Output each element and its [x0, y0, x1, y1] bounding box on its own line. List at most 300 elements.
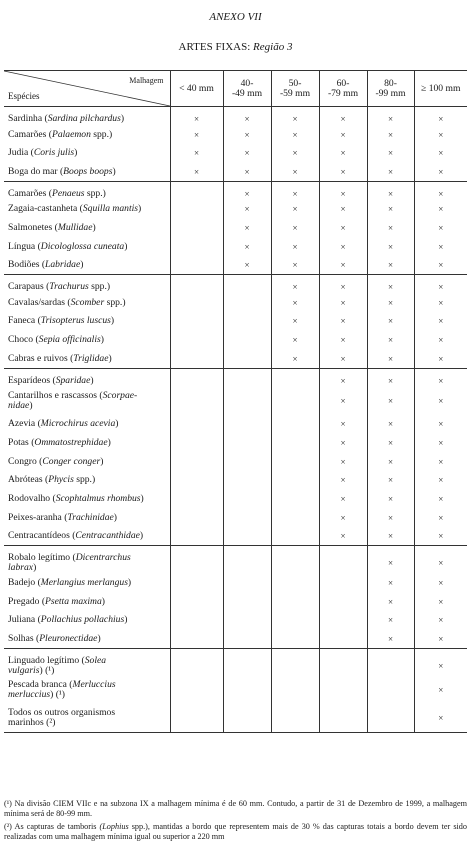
mesh-mark-cell — [271, 312, 319, 331]
cross-mark: × — [387, 577, 394, 588]
common-name: Cabras e ruivos — [8, 352, 68, 364]
mesh-mark-cell — [367, 144, 414, 163]
mesh-mark-cell — [170, 163, 223, 182]
common-name: Azevia — [8, 418, 36, 430]
mesh-mark-cell — [170, 237, 223, 256]
scientific-name: Conger conger — [42, 455, 101, 467]
mesh-mark-cell — [223, 471, 271, 490]
mesh-mark-cell — [367, 219, 414, 238]
species-name-cell: Azevia (Microchirus acevia) — [8, 418, 119, 430]
common-name: Salmonetes — [8, 221, 53, 233]
mesh-mark-cell — [223, 163, 271, 182]
mesh-mark-cell — [223, 368, 271, 387]
cross-mark: × — [387, 375, 394, 386]
species-name-cell: Zagaia-castanheta (Squilla mantis) — [8, 203, 142, 215]
mesh-mark-cell — [367, 368, 414, 387]
mesh-mark-cell — [367, 527, 414, 546]
mesh-range-header: 50- -59 mm — [271, 71, 319, 107]
cross-mark: × — [244, 129, 250, 140]
scientific-name: Trachurus — [49, 281, 89, 293]
species-suffix: spp. — [76, 474, 92, 486]
common-name: Pregado — [8, 595, 40, 607]
species-name-cell: Pescada branca (Merluccius merluccius) (¹) — [8, 679, 116, 701]
species-row — [4, 490, 467, 509]
cross-mark: × — [387, 129, 394, 140]
species-name-cell: Cavalas/sardas (Scomber spp.) — [8, 296, 126, 308]
mesh-mark-cell — [223, 107, 271, 126]
species-name-cell: Peixes-aranha (Trachinidae) — [8, 511, 117, 523]
species-row — [4, 200, 467, 219]
mesh-mark-cell — [414, 125, 467, 144]
cross-mark: × — [340, 419, 346, 430]
mesh-mark-cell — [170, 275, 223, 294]
cross-mark: × — [387, 222, 394, 233]
mesh-mark-cell — [271, 368, 319, 387]
species-name-cell: Robalo legítimo (Dicentrarchus labrax) — [4, 546, 170, 574]
species-row — [4, 181, 467, 200]
mesh-range-header: 60- -79 mm — [319, 71, 367, 107]
mesh-mark-cell — [223, 144, 271, 163]
mesh-mark-cell — [271, 490, 319, 509]
cross-mark: × — [292, 204, 298, 215]
cross-mark: × — [438, 353, 444, 364]
species-name-cell: Cabras e ruivos (Triglidae) — [8, 352, 112, 364]
scientific-name: Triglidae — [73, 352, 109, 364]
footnote-text: As capturas de tamboris — [14, 822, 97, 831]
cross-mark: × — [387, 512, 394, 523]
species-name-cell: Camarões (Palaemon spp.) — [8, 128, 113, 140]
mesh-mark-cell — [319, 107, 367, 126]
mesh-mark-cell — [223, 490, 271, 509]
cross-mark: × — [340, 335, 346, 346]
mesh-mark-cell — [223, 546, 271, 574]
mesh-mark-cell — [223, 237, 271, 256]
cross-mark: × — [340, 353, 346, 364]
cross-mark: × — [438, 375, 444, 386]
mesh-mark-cell — [319, 452, 367, 471]
mesh-mark-cell — [170, 527, 223, 546]
mesh-mark-cell — [170, 349, 223, 368]
table-header-row — [4, 71, 467, 107]
footnote-ref: (¹) — [55, 689, 65, 701]
cross-mark: × — [340, 297, 346, 308]
cross-mark: × — [292, 316, 298, 327]
mesh-mark-cell — [319, 125, 367, 144]
common-name: Faneca — [8, 315, 36, 327]
scientific-name: Labridae — [45, 259, 81, 271]
cross-mark: × — [292, 260, 298, 271]
mesh-mark-cell — [271, 676, 319, 704]
mesh-mark-cell — [170, 611, 223, 630]
species-name-cell: Judia (Coris julis) — [8, 147, 78, 159]
scientific-name: Sardina pilchardus — [47, 113, 121, 125]
species-row — [4, 387, 467, 415]
cross-mark: × — [387, 557, 394, 568]
mesh-mark-cell — [319, 490, 367, 509]
cross-mark: × — [340, 512, 346, 523]
scientific-name: Boops boops — [63, 165, 113, 177]
species-name-cell: Badejo (Merlangius merlangus) — [8, 576, 132, 588]
mesh-mark-cell — [319, 434, 367, 453]
cross-mark: × — [340, 114, 346, 125]
common-name: Sardinha — [8, 113, 43, 125]
species-row — [4, 704, 467, 732]
mesh-mark-cell — [223, 125, 271, 144]
mesh-mark-cell — [367, 107, 414, 126]
species-row — [4, 107, 467, 126]
common-name: Congro — [8, 455, 37, 467]
scientific-name: Microchirus acevia — [40, 418, 116, 430]
diagonal-header-cell — [4, 71, 170, 107]
scientific-name: Scophtalmus rhombus — [55, 492, 141, 504]
common-name: Linguado legítimo — [8, 654, 80, 666]
mesh-mark-cell — [223, 200, 271, 219]
mesh-mark-cell — [170, 704, 223, 732]
mesh-mark-cell — [414, 546, 467, 574]
species-label: Espécies — [8, 91, 40, 101]
mesh-mark-cell — [223, 452, 271, 471]
cross-mark: × — [438, 475, 444, 486]
mesh-mark-cell — [319, 349, 367, 368]
mesh-mark-cell — [170, 574, 223, 593]
species-name-cell: Abróteas (Phycis spp.) — [8, 474, 96, 486]
mesh-mark-cell — [414, 107, 467, 126]
mesh-mark-cell — [414, 508, 467, 527]
cross-mark: × — [340, 222, 346, 233]
mesh-mark-cell — [414, 200, 467, 219]
scientific-name: Squilla mantis — [82, 203, 139, 215]
mesh-mark-cell — [223, 648, 271, 676]
mesh-range-header: ≥ 100 mm — [414, 71, 467, 107]
scientific-name: Centracanthidae — [75, 530, 140, 542]
mesh-mark-cell — [367, 471, 414, 490]
cross-mark: × — [292, 241, 298, 252]
annex-heading: ANEXO VII — [209, 11, 262, 23]
mesh-mark-cell — [414, 648, 467, 676]
mesh-mark-cell — [319, 331, 367, 350]
species-row — [4, 527, 467, 546]
footnote-mark: (²) — [4, 822, 12, 831]
cross-mark: × — [438, 713, 444, 724]
mesh-mark-cell — [223, 312, 271, 331]
cross-mark: × — [340, 282, 346, 293]
species-name-cell: Choco (Sepia officinalis) — [8, 334, 104, 346]
cross-mark: × — [438, 577, 444, 588]
scientific-name: Ommatostrephidae — [34, 436, 108, 448]
mesh-mark-cell — [271, 163, 319, 182]
cross-mark: × — [340, 395, 346, 406]
mesh-mark-cell — [319, 508, 367, 527]
cross-mark: × — [438, 316, 444, 327]
mesh-mark-cell — [170, 125, 223, 144]
mesh-mark-cell — [223, 387, 271, 415]
mesh-mark-cell — [367, 630, 414, 649]
species-name-cell: Esparídeos (Sparidae) — [4, 368, 170, 387]
mesh-mark-cell — [367, 415, 414, 434]
species-name-cell: Bodiões (Labridae) — [8, 259, 84, 271]
cross-mark: × — [387, 166, 394, 177]
common-name: Camarões — [8, 128, 47, 140]
mesh-mark-cell — [367, 648, 414, 676]
cross-mark: × — [387, 335, 394, 346]
mesh-mark-cell — [367, 452, 414, 471]
mesh-mark-cell — [170, 144, 223, 163]
mesh-mark-cell — [170, 293, 223, 312]
species-row — [4, 144, 467, 163]
mesh-mark-cell — [271, 256, 319, 275]
common-name: Todos os outros organismos marinhos — [8, 707, 116, 729]
cross-mark: × — [292, 129, 298, 140]
cross-mark: × — [193, 166, 200, 177]
mesh-mark-cell — [367, 312, 414, 331]
common-name: Boga do mar — [8, 165, 58, 177]
cross-mark: × — [340, 475, 346, 486]
scientific-name: Trisopterus luscus — [40, 315, 111, 327]
mesh-mark-cell — [170, 471, 223, 490]
mesh-mark-cell — [414, 471, 467, 490]
mesh-mark-cell — [271, 648, 319, 676]
species-row — [4, 219, 467, 238]
species-row — [4, 293, 467, 312]
cross-mark: × — [387, 596, 394, 607]
species-row — [4, 237, 467, 256]
mesh-mark-cell — [367, 387, 414, 415]
mesh-mark-cell — [271, 508, 319, 527]
cross-mark: × — [244, 166, 250, 177]
mesh-mark-cell — [271, 387, 319, 415]
mesh-mark-cell — [170, 592, 223, 611]
mesh-mark-cell — [367, 163, 414, 182]
cross-mark: × — [244, 241, 250, 252]
cross-mark: × — [387, 437, 394, 448]
cross-mark: × — [387, 316, 394, 327]
mesh-mark-cell — [367, 200, 414, 219]
mesh-mark-cell — [271, 546, 319, 574]
species-row — [4, 592, 467, 611]
cross-mark: × — [438, 297, 444, 308]
cross-mark: × — [387, 615, 394, 626]
mesh-mark-cell — [414, 415, 467, 434]
mesh-mark-cell — [414, 574, 467, 593]
mesh-mark-cell — [367, 275, 414, 294]
species-row — [4, 256, 467, 275]
mesh-mark-cell — [319, 275, 367, 294]
mesh-mark-cell — [319, 611, 367, 630]
cross-mark: × — [438, 260, 444, 271]
cross-mark: × — [340, 148, 346, 159]
cross-mark: × — [340, 260, 346, 271]
mesh-mark-cell — [223, 181, 271, 200]
cross-mark: × — [340, 188, 346, 199]
cross-mark: × — [438, 531, 444, 542]
scientific-name: Trachinidae — [67, 511, 114, 523]
species-row — [4, 163, 467, 182]
species-name-cell: Salmonetes (Mullidae) — [8, 221, 96, 233]
cross-mark: × — [244, 222, 250, 233]
cross-mark: × — [244, 188, 250, 199]
cross-mark: × — [340, 204, 346, 215]
mesh-mark-cell — [414, 144, 467, 163]
mesh-mark-cell — [170, 648, 223, 676]
scientific-name: Merluccius merluccius — [8, 679, 116, 701]
mesh-mark-cell — [223, 508, 271, 527]
species-row — [4, 331, 467, 350]
species-suffix: spp. — [91, 281, 107, 293]
cross-mark: × — [438, 166, 444, 177]
cross-mark: × — [340, 316, 346, 327]
mesh-mark-cell — [414, 527, 467, 546]
mesh-mark-cell — [170, 107, 223, 126]
mesh-range-header: < 40 mm — [170, 71, 223, 107]
mesh-mark-cell — [170, 331, 223, 350]
scientific-name: Merlangius merlangus — [40, 576, 128, 588]
species-row — [4, 368, 467, 387]
cross-mark: × — [340, 531, 346, 542]
cross-mark: × — [340, 437, 346, 448]
cross-mark: × — [193, 114, 200, 125]
cross-mark: × — [387, 493, 394, 504]
cross-mark: × — [387, 297, 394, 308]
mesh-mark-cell — [367, 592, 414, 611]
species-name-cell: Centracantídeos (Centracanthidae) — [8, 530, 144, 542]
common-name: Carapaus — [8, 281, 44, 293]
species-row — [4, 415, 467, 434]
cross-mark: × — [193, 129, 200, 140]
mesh-mark-cell — [367, 676, 414, 704]
mesh-mark-cell — [319, 144, 367, 163]
species-row — [4, 546, 467, 574]
mesh-mark-cell — [271, 200, 319, 219]
cross-mark: × — [438, 615, 444, 626]
scientific-name: Psetta maxima — [45, 595, 102, 607]
mesh-mark-cell — [414, 275, 467, 294]
cross-mark: × — [438, 241, 444, 252]
scientific-name: Palaemon — [51, 128, 91, 140]
species-row — [4, 349, 467, 368]
mesh-mark-cell — [319, 527, 367, 546]
mesh-mark-cell — [319, 574, 367, 593]
mesh-mark-cell — [319, 387, 367, 415]
common-name: Esparídeos — [8, 374, 51, 386]
mesh-mark-cell — [414, 163, 467, 182]
mesh-mark-cell — [271, 107, 319, 126]
title-region: Região 3 — [253, 41, 293, 53]
species-row — [4, 611, 467, 630]
mesh-mark-cell — [223, 630, 271, 649]
mesh-mark-cell — [223, 434, 271, 453]
species-suffix: spp. — [93, 128, 110, 140]
common-name: Robalo legítimo — [8, 551, 71, 563]
mesh-mark-cell — [223, 592, 271, 611]
mesh-mark-cell — [319, 237, 367, 256]
mesh-mark-cell — [271, 611, 319, 630]
species-name-cell: Rodovalho (Scophtalmus rhombus) — [8, 492, 144, 504]
species-name-cell: Potas (Ommatostrephidae) — [8, 436, 111, 448]
mesh-mark-cell — [414, 676, 467, 704]
mesh-mark-cell — [319, 293, 367, 312]
mesh-size-label: Malhagem — [129, 76, 164, 85]
scientific-name: Scorpae- nidae — [8, 389, 138, 411]
mesh-mark-cell — [319, 592, 367, 611]
title-gear-type: ARTES FIXAS: — [178, 41, 251, 53]
cross-mark: × — [244, 114, 250, 125]
cross-mark: × — [387, 531, 394, 542]
cross-mark: × — [292, 188, 298, 199]
mesh-mark-cell — [271, 415, 319, 434]
cross-mark: × — [387, 475, 394, 486]
common-name: Judia — [8, 147, 29, 159]
mesh-mark-cell — [414, 256, 467, 275]
mesh-mark-cell — [414, 592, 467, 611]
mesh-mark-cell — [367, 237, 414, 256]
cross-mark: × — [387, 260, 394, 271]
mesh-range-header: 40- -49 mm — [223, 71, 271, 107]
mesh-mark-cell — [223, 256, 271, 275]
cross-mark: × — [438, 557, 444, 568]
mesh-mark-cell — [414, 312, 467, 331]
species-name-cell: Linguado legítimo (Solea vulgaris) (¹) — [4, 648, 170, 676]
mesh-mark-cell — [271, 592, 319, 611]
mesh-mark-cell — [414, 349, 467, 368]
mesh-mark-cell — [414, 387, 467, 415]
mesh-mark-cell — [367, 546, 414, 574]
mesh-mark-cell — [223, 415, 271, 434]
table-body — [4, 107, 467, 733]
mesh-mark-cell — [271, 219, 319, 238]
footnotes — [4, 799, 467, 845]
cross-mark: × — [387, 353, 394, 364]
scientific-name: Dicentrarchus labrax — [8, 551, 131, 573]
cross-mark: × — [387, 114, 394, 125]
mesh-mark-cell — [367, 349, 414, 368]
mesh-mark-cell — [271, 125, 319, 144]
mesh-mark-cell — [170, 630, 223, 649]
mesh-mark-cell — [271, 293, 319, 312]
mesh-mark-cell — [170, 508, 223, 527]
mesh-mark-cell — [319, 704, 367, 732]
mesh-size-table — [4, 70, 467, 733]
footnote-species: (Lophius — [99, 822, 129, 831]
common-name: Língua — [8, 240, 36, 252]
cross-mark: × — [438, 419, 444, 430]
mesh-mark-cell — [271, 331, 319, 350]
species-name-cell: Cantarilhos e rascassos (Scorpae- nidae) — [8, 389, 138, 411]
cross-mark: × — [387, 241, 394, 252]
mesh-mark-cell — [170, 452, 223, 471]
footnote-ref: (¹) — [45, 664, 55, 676]
mesh-mark-cell — [414, 331, 467, 350]
species-name-cell: Carapaus (Trachurus spp.) — [4, 275, 170, 294]
species-row — [4, 434, 467, 453]
cross-mark: × — [438, 335, 444, 346]
cross-mark: × — [292, 282, 298, 293]
cross-mark: × — [387, 204, 394, 215]
cross-mark: × — [438, 204, 444, 215]
cross-mark: × — [387, 188, 394, 199]
mesh-mark-cell — [367, 704, 414, 732]
common-name: Centracantídeos — [8, 530, 70, 542]
cross-mark: × — [193, 148, 200, 159]
mesh-mark-cell — [223, 219, 271, 238]
mesh-mark-cell — [271, 527, 319, 546]
mesh-mark-cell — [170, 415, 223, 434]
cross-mark: × — [292, 148, 298, 159]
mesh-mark-cell — [414, 219, 467, 238]
mesh-mark-cell — [223, 611, 271, 630]
mesh-mark-cell — [367, 331, 414, 350]
cross-mark: × — [438, 456, 444, 467]
cross-mark: × — [387, 148, 394, 159]
